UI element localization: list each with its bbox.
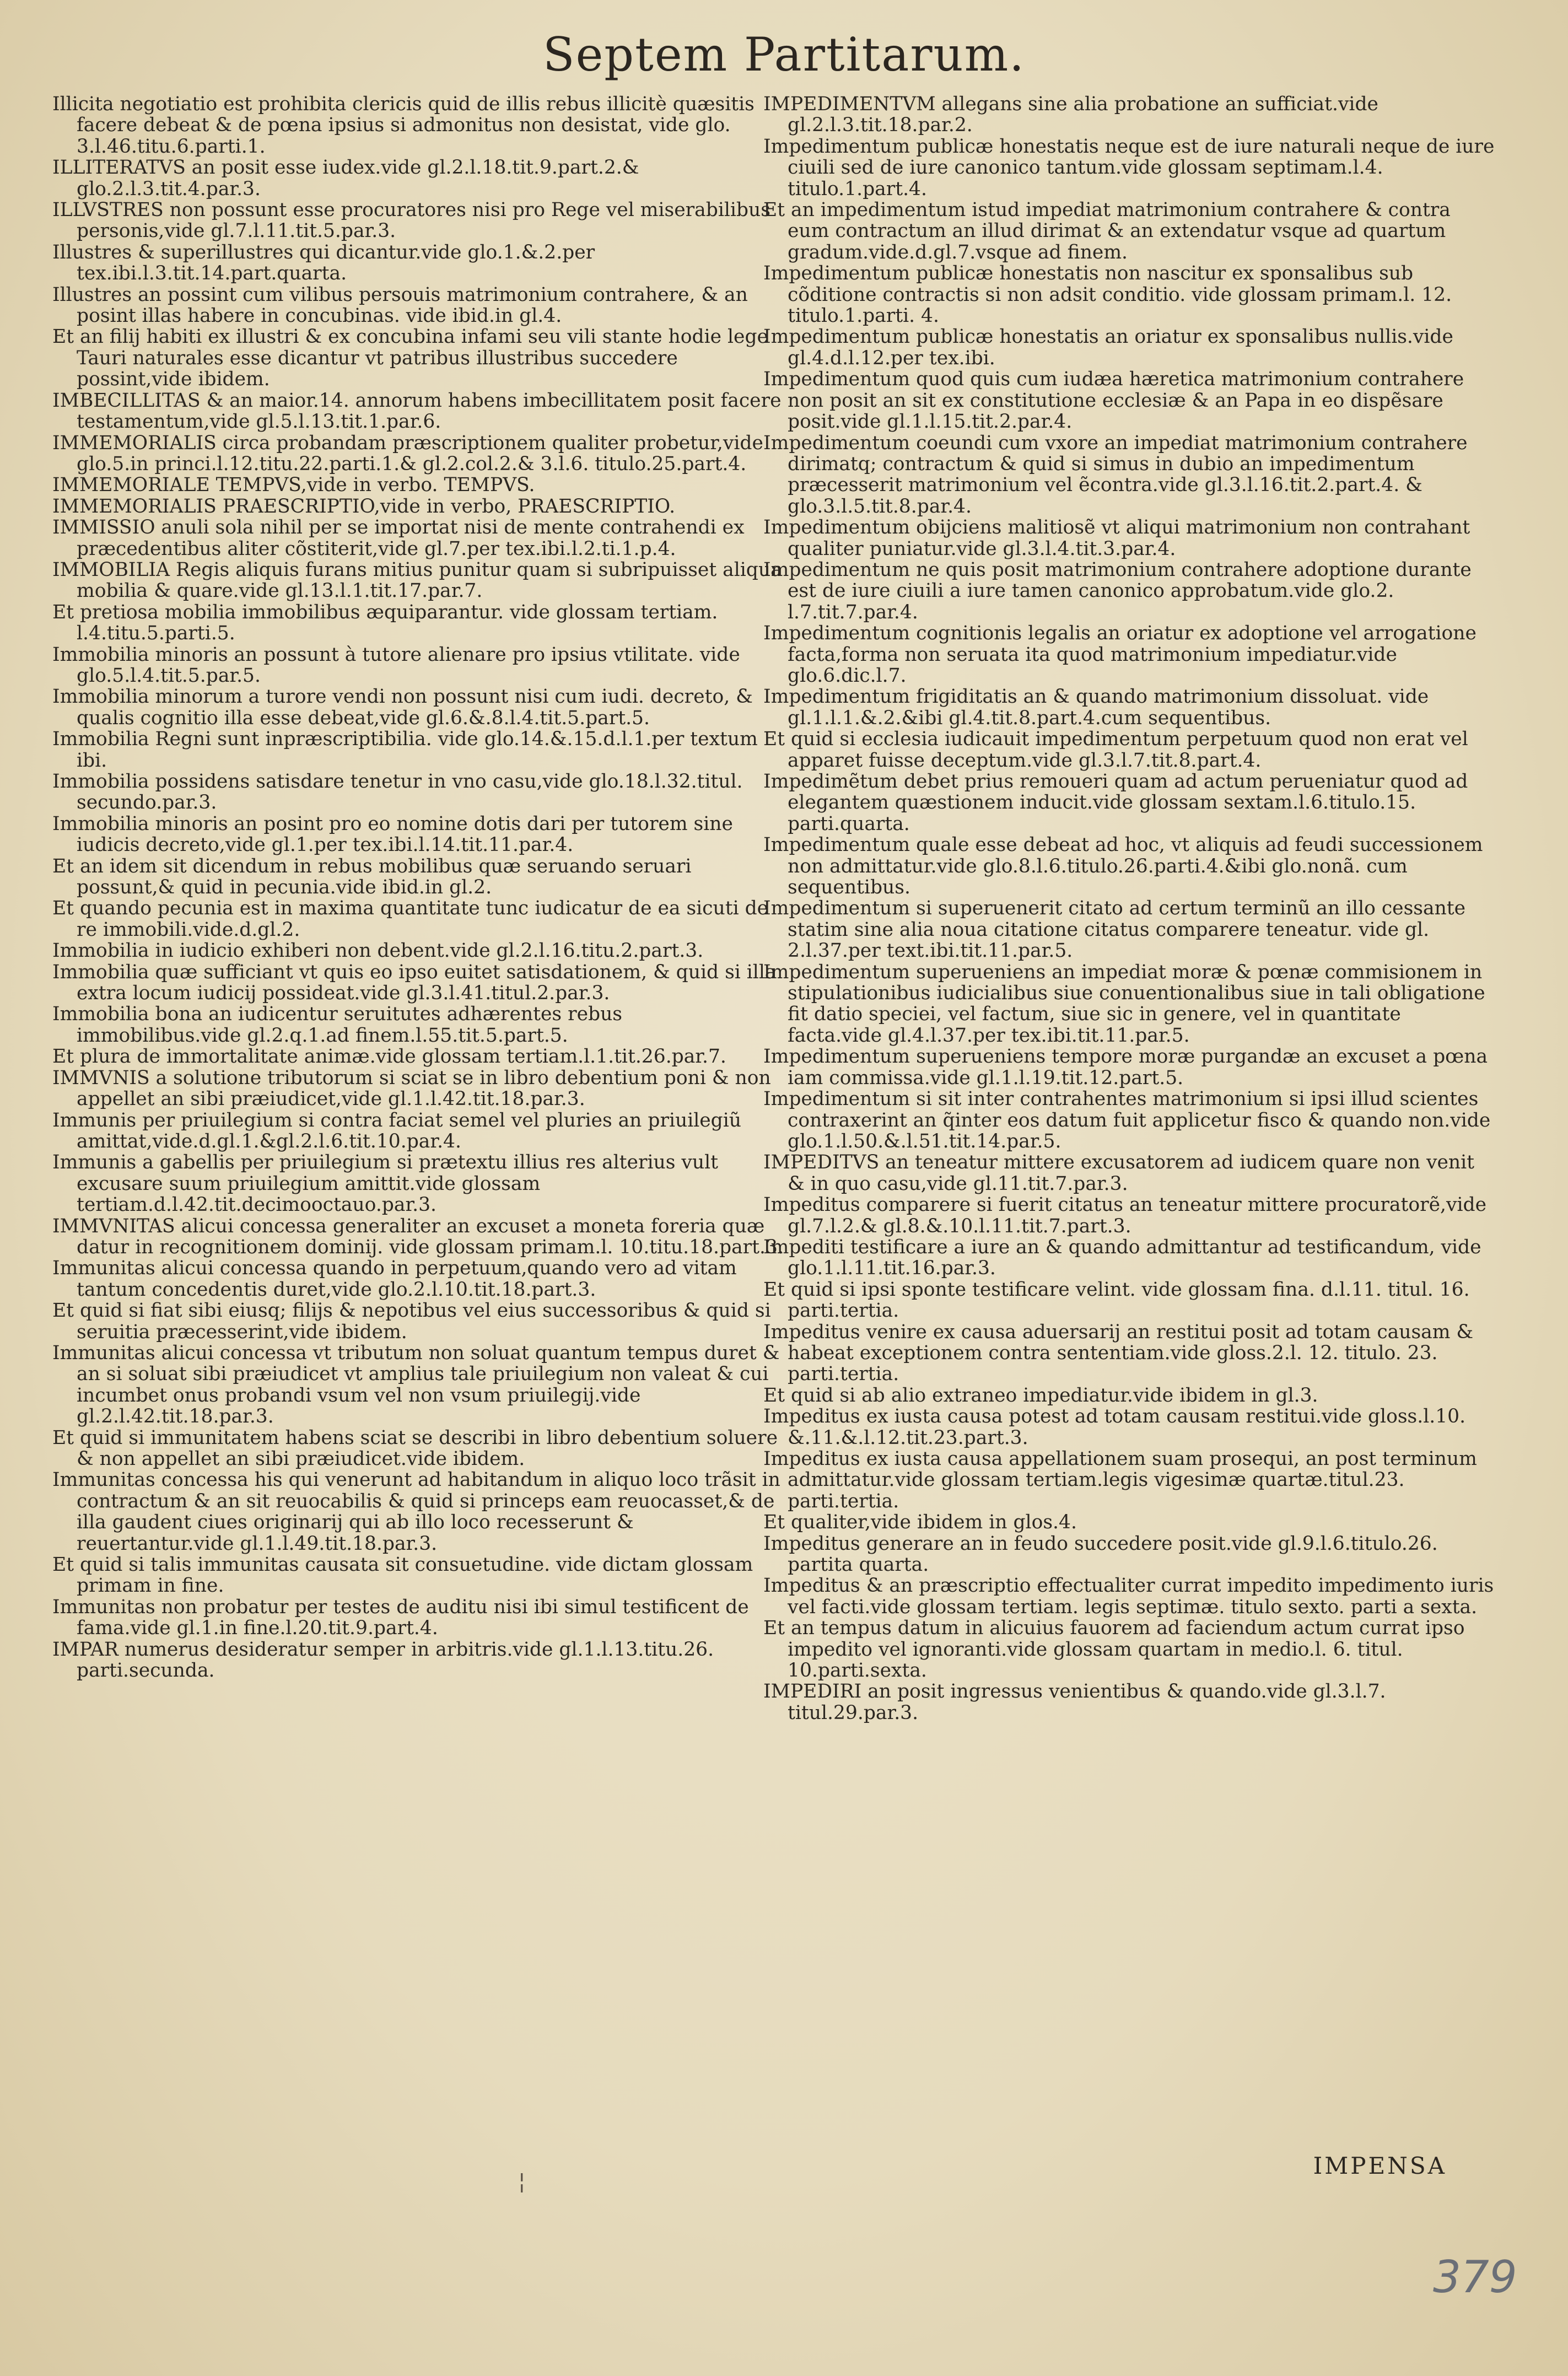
- index-entry: Et an filij habiti ex illustri & ex concubina infami seu vili stante hodie lege Tauri naturales esse dicantur vt patribus illustribus succedere possint,vide ibidem.: [52, 326, 768, 391]
- index-column-right: [763, 94, 1496, 1723]
- index-entry: IMPAR numerus desideratur semper in arbitris.vide gl.1.l.13.titu.26. parti.secunda.: [52, 1638, 714, 1682]
- index-entry: Immunitas non probatur per testes de auditu nisi ibi simul testificent de fama.vide gl.1.in fine.l.20.tit.9.part.4.: [52, 1596, 749, 1640]
- index-entry: Immobilia minorum a turore vendi non possunt nisi cum iudi. decreto, & qualis cognitio illa esse debeat,vide gl.6.&.8.l.4.tit.5.part.5.: [52, 686, 753, 729]
- index-entry: Impeditus ex iusta causa potest ad totam causam restitui.vide gloss.l.10. &.11.&.l.12.tit.23.part.3.: [763, 1405, 1466, 1449]
- index-entry: Et quid si ab alio extraneo impediatur.vide ibidem in gl.3.: [763, 1384, 1318, 1407]
- index-entry: IMPEDITVS an teneatur mittere excusatorem ad iudicem quare non venit & in quo casu,vide gl.11.tit.7.par.3.: [763, 1151, 1474, 1195]
- index-entry: Impedimentum quod quis cum iudæa hæretica matrimonium contrahere non posit an sit ex constitutione ecclesiæ & an Papa in eo dispẽsare posit.vide gl.1.l.15.tit.2.par.4.: [763, 368, 1464, 433]
- index-entry: Impedimentum coeundi cum vxore an impediat matrimonium contrahere dirimatq; contractum & quid si simus in dubio an impedimentum præcesserit matrimonium vel ẽcontra.vide gl.3.l.16.tit.2.part.4. & glo.3.l.5.tit.8.par.4.: [763, 432, 1468, 518]
- index-entry: Immunitas alicui concessa vt tributum non soluat quantum tempus duret & an si soluat sibi præiudicet vt amplius tale priuilegium non valeat & cui incumbet onus probandi vsum vel non vsum priuilegij.vide gl.2.l.42.tit.18.par.3.: [52, 1341, 780, 1428]
- index-entry: Illustres & superillustres qui dicantur.vide glo.1.&.2.per tex.ibi.l.3.tit.14.part.quarta.: [52, 241, 595, 285]
- index-entry: Impedimentum superueniens an impediat moræ & pœnæ commisionem in stipulationibus iudicialibus siue conuentionalibus siue in tali obligatione fit datio speciei, vel factum, siue sic in genere, vel in quantitate facta.vide gl.4.l.37.per tex.ibi.tit.11.par.5.: [763, 961, 1485, 1047]
- index-entry: IMMOBILIA Regis aliquis furans mitius punitur quam si subripuisset aliqua mobilia & quare.vide gl.13.l.1.tit.17.par.7.: [52, 558, 782, 602]
- index-entry: Impedimentum publicæ honestatis neque est de iure naturali neque de iure ciuili sed de iure canonico tantum.vide glossam septimam.l.4. titulo.1.part.4.: [763, 135, 1495, 200]
- index-entry: IMMVNITAS alicui concessa generaliter an excuset a moneta foreria quæ datur in recognitionem dominij. vide glossam primam.l. 10.titu.18.part.3.: [52, 1215, 784, 1258]
- folio-number: 379: [1433, 2251, 1517, 2303]
- index-entry: Impedimentum obijciens malitiosẽ vt aliqui matrimonium non contrahant qualiter puniatur.vide gl.3.l.4.tit.3.par.4.: [763, 516, 1470, 560]
- index-entry: Immunis per priuilegium si contra faciat semel vel pluries an priuilegiũ amittat,vide.d.gl.1.&gl.2.l.6.tit.10.par.4.: [52, 1109, 742, 1152]
- index-entry: Et quid si ipsi sponte testificare velint. vide glossam fina. d.l.11. titul. 16. parti.tertia.: [763, 1278, 1470, 1322]
- index-entry: Et plura de immortalitate animæ.vide glossam tertiam.l.1.tit.26.par.7.: [52, 1046, 726, 1068]
- index-entry: IMPEDIRI an posit ingressus venientibus & quando.vide gl.3.l.7. titul.29.par.3.: [763, 1680, 1386, 1724]
- index-entry: Impedimentum cognitionis legalis an oriatur ex adoptione vel arrogatione facta,forma non seruata ita quod matrimonium impediatur.vide glo.6.dic.l.7.: [763, 622, 1477, 687]
- index-entry: IMMEMORIALIS circa probandam præscriptionem qualiter probetur,vide glo.5.in princi.l.12.titu.22.parti.1.& gl.2.col.2.& 3.l.6. titulo.25.part.4.: [52, 432, 763, 475]
- index-entry: Impeditus generare an in feudo succedere posit.vide gl.9.l.6.titulo.26. partita quarta.: [763, 1532, 1438, 1576]
- index-entry: Et an idem sit dicendum in rebus mobilibus quæ seruando seruari possunt,& quid in pecunia.vide ibid.in gl.2.: [52, 855, 692, 899]
- index-entry: Impedimẽtum debet prius remoueri quam ad actum perueniatur quod ad elegantem quæstionem inducit.vide glossam sextam.l.6.titulo.15. parti.quarta.: [763, 771, 1468, 835]
- index-entry: Impeditus ex iusta causa appellationem suam prosequi, an post terminum admittatur.vide glossam tertiam.legis vigesimæ quartæ.titul.23. parti.tertia.: [763, 1448, 1477, 1512]
- index-entry: Et pretiosa mobilia immobilibus æquiparantur. vide glossam tertiam. l.4.titu.5.parti.5.: [52, 601, 718, 645]
- index-entry: Impediti testificare a iure an & quando admittantur ad testificandum, vide glo.1.l.11.tit.16.par.3.: [763, 1236, 1481, 1280]
- index-entry: Impeditus venire ex causa aduersarij an restitui posit ad totam causam & habeat exceptionem contra sententiam.vide gloss.2.l. 12. titulo. 23. parti.tertia.: [763, 1321, 1474, 1386]
- index-entry: Impedimentum publicæ honestatis an oriatur ex sponsalibus nullis.vide gl.4.d.l.12.per tex.ibi.: [763, 326, 1453, 369]
- index-entry: Impedimentum si sit inter contrahentes matrimonium si ipsi illud scientes contraxerint an q̃inter eos datum fuit applicetur fisco & quando non.vide glo.1.l.50.&.l.51.tit.14.par.5.: [763, 1088, 1491, 1152]
- index-entry: IMPEDIMENTVM allegans sine alia probatione an sufficiat.vide gl.2.l.3.tit.18.par.2.: [763, 93, 1378, 137]
- index-entry: IMMVNIS a solutione tributorum si sciat se in libro debentium poni & non appellet an sibi præiudicet,vide gl.1.l.42.tit.18.par.3.: [52, 1066, 771, 1111]
- index-entry: Immunitas alicui concessa quando in perpetuum,quando vero ad vitam tantum concedentis duret,vide glo.2.l.10.tit.18.part.3.: [52, 1257, 737, 1301]
- index-entry: Immobilia minoris an possunt à tutore alienare pro ipsius vtilitate. vide glo.5.l.4.tit.5.par.5.: [52, 643, 740, 687]
- index-entry: Illustres an possint cum vilibus persouis matrimonium contrahere, & an posint illas habere in concubinas. vide ibid.in gl.4.: [52, 283, 748, 327]
- index-entry: Impedimentum quale esse debeat ad hoc, vt aliquis ad feudi successionem non admittatur.vide glo.8.l.6.titulo.26.parti.4.&ibi glo.nonã. cum sequentibus.: [763, 834, 1483, 899]
- index-entry: Immunitas concessa his qui venerunt ad habitandum in aliquo loco trãsit in contractum & an sit reuocabilis & quid si princeps eam reuocasset,& de illa gaudent ciues originarij qui ab illo loco recesserunt & reuertantur.vide gl.1.l.49.tit.18.par.3.: [52, 1469, 780, 1555]
- running-head: Septem Partitarum.: [543, 28, 1025, 82]
- index-entry: IMMEMORIALE TEMPVS,vide in verbo. TEMPVS.: [52, 474, 535, 497]
- index-entry: Et qualiter,vide ibidem in glos.4.: [763, 1511, 1077, 1534]
- index-entry: Impedimentum si superuenerit citato ad certum terminũ an illo cessante statim sine alia noua citatione citatus comparere teneatur. vide gl. 2.l.37.per text.ibi.tit.11.par.5.: [763, 897, 1466, 962]
- index-entry: Immobilia Regni sunt inpræscriptibilia. vide glo.14.&.15.d.l.1.per textum ibi.: [52, 728, 758, 772]
- index-entry: ILLVSTRES non possunt esse procuratores nisi pro Rege vel miserabilibus personis,vide gl.7.l.11.tit.5.par.3.: [52, 199, 770, 243]
- index-entry: Et quid si talis immunitas causata sit consuetudine. vide dictam glossam primam in fine.: [52, 1554, 753, 1597]
- index-entry: Immobilia possidens satisdare tenetur in vno casu,vide glo.18.l.32.titul. secundo.par.3.: [52, 771, 743, 814]
- index-entry: Impedimentum frigiditatis an & quando matrimonium dissoluat. vide gl.1.l.1.&.2.&ibi gl.4.tit.8.part.4.cum sequentibus.: [763, 686, 1429, 729]
- index-entry: Et an impedimentum istud impediat matrimonium contrahere & contra eum contractum an illud dirimat & an extendatur vsque ad quartum gradum.vide.d.gl.7.vsque ad finem.: [763, 199, 1451, 263]
- index-entry: ILLITERATVS an posit esse iudex.vide gl.2.l.18.tit.9.part.2.& glo.2.l.3.tit.4.par.3.: [52, 157, 639, 200]
- index-entry: IMMEMORIALIS PRAESCRIPTIO,vide in verbo, PRAESCRIPTIO.: [52, 495, 676, 518]
- index-entry: Impedimentum superueniens tempore moræ purgandæ an excuset a pœna iam commissa.vide gl.1.l.19.tit.12.part.5.: [763, 1046, 1488, 1089]
- index-column-left: [52, 94, 785, 1681]
- index-entry: Impedimentum ne quis posit matrimonium contrahere adoptione durante est de iure ciuili a iure tamen canonico approbatum.vide glo.2. l.7.tit.7.par.4.: [763, 558, 1472, 623]
- index-entry: Et quid si ecclesia iudicauit impedimentum perpetuum quod non erat vel apparet fuisse deceptum.vide gl.3.l.7.tit.8.part.4.: [763, 728, 1468, 772]
- index-entry: Impedimentum publicæ honestatis non nascitur ex sponsalibus sub cõditione contractis si non adsit conditio. vide glossam primam.l. 12. titulo.1.parti. 4.: [763, 262, 1452, 327]
- index-entry: Impeditus comparere si fuerit citatus an teneatur mittere procuratorẽ,vide gl.7.l.2.& gl.8.&.10.l.11.tit.7.part.3.: [763, 1194, 1487, 1237]
- index-entry: Impeditus & an præscriptio effectualiter currat impedito impedimento iuris vel facti.vide glossam tertiam. legis septimæ. titulo sexto. parti a sexta.: [763, 1575, 1494, 1618]
- index-entry: Immobilia bona an iudicentur seruitutes adhærentes rebus immobilibus.vide gl.2.q.1.ad finem.l.55.tit.5.part.5.: [52, 1003, 622, 1047]
- index-entry: Immobilia in iudicio exhiberi non debent.vide gl.2.l.16.titu.2.part.3.: [52, 940, 704, 962]
- index-entry: Immobilia minoris an posint pro eo nomine dotis dari per tutorem sine iudicis decreto,vide gl.1.per tex.ibi.l.14.tit.11.par.4.: [52, 812, 733, 856]
- index-entry: Et quid si fiat sibi eiusq; filijs & nepotibus vel eius successoribus & quid si seruitia præcesserint,vide ibidem.: [52, 1300, 771, 1343]
- index-entry: Et quid si immunitatem habens sciat se describi in libro debentium soluere & non appellet an sibi præiudicet.vide ibidem.: [52, 1426, 778, 1470]
- index-entry: Immobilia quæ sufficiant vt quis eo ipso euitet satisdationem, & quid si illa extra locum iudicij possideat.vide gl.3.l.41.titul.2.par.3.: [52, 961, 777, 1005]
- index-entry: Illicita negotiatio est prohibita clericis quid de illis rebus illicitè quæsitis facere debeat & de pœna ipsius si admonitus non desistat, vide glo. 3.l.46.titu.6.parti.1.: [52, 93, 755, 158]
- index-entry: Immunis a gabellis per priuilegium si prætextu illius res alterius vult excusare suum priuilegium amittit.vide glossam tertiam.d.l.42.tit.decimooctauo.par.3.: [52, 1151, 718, 1216]
- index-entry: IMMISSIO anuli sola nihil per se importat nisi de mente contrahendi ex præcedentibus aliter cõstiterit,vide gl.7.per tex.ibi.l.2.ti.1.p.4.: [52, 516, 745, 560]
- gutter-mark: ¦: [518, 2169, 526, 2194]
- index-entry: Et quando pecunia est in maxima quantitate tunc iudicatur de ea sicuti de re immobili.vide.d.gl.2.: [52, 897, 769, 941]
- index-entry: IMBECILLITAS & an maior.14. annorum habens imbecillitatem posit facere testamentum,vide gl.5.l.13.tit.1.par.6.: [52, 389, 782, 433]
- catchword: IMPENSA: [1313, 2152, 1447, 2179]
- index-entry: Et an tempus datum in alicuius fauorem ad faciendum actum currat ipso impedito vel ignoranti.vide glossam quartam in medio.l. 6. titul. 10.parti.sexta.: [763, 1617, 1465, 1682]
